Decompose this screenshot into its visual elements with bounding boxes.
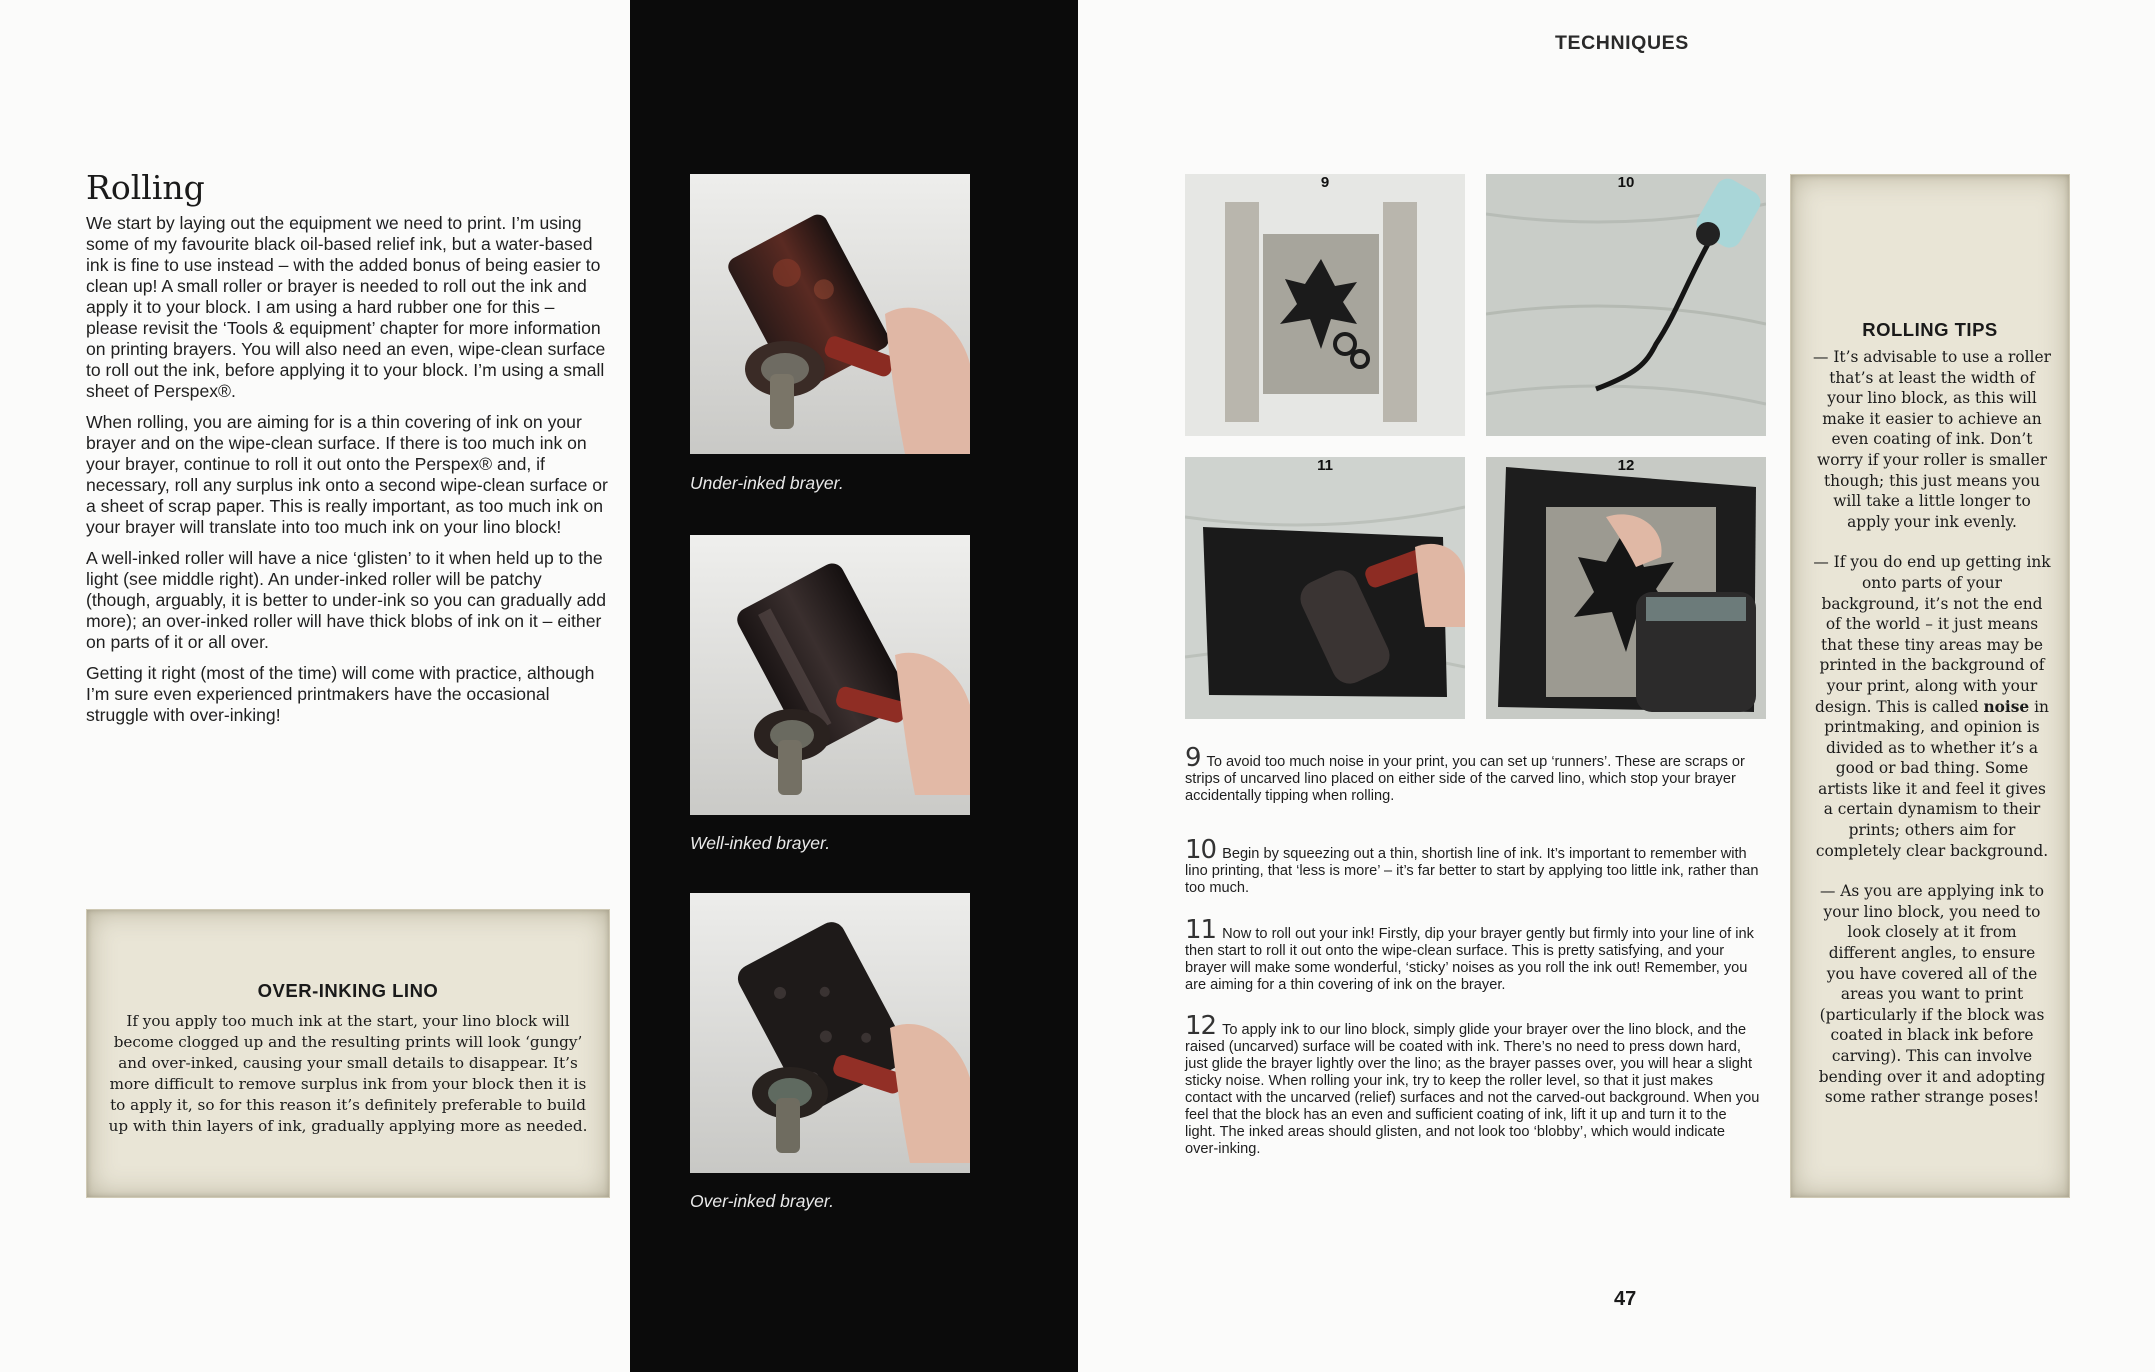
step-number: 9 <box>1185 743 1201 773</box>
step-photo-11 <box>1185 457 1465 719</box>
tips-list <box>1813 347 2051 1128</box>
section-heading: Rolling <box>86 168 205 207</box>
step-11 <box>1185 915 1760 994</box>
paragraph: When rolling, you are aiming for is a thin covering of ink on your brayer and on the wipe-clean surface. If there is too much ink on your brayer, continue to roll it out onto the Perspex® and, if necessary, roll any surplus ink onto a second wipe-clean surface or a sheet of scrap paper. This is really important, as too much ink on your brayer will translate into too much ink on your lino block! <box>86 412 608 537</box>
photo-label: 10 <box>1617 174 1635 191</box>
page-number: 47 <box>1614 1288 1637 1310</box>
over-inking-box <box>86 909 610 1198</box>
step-10 <box>1185 835 1760 897</box>
step-12 <box>1185 1011 1760 1158</box>
step-photo-9 <box>1185 174 1465 436</box>
step-number: 10 <box>1185 835 1217 865</box>
box-title: ROLLING TIPS <box>1862 319 1998 340</box>
over-inked-brayer-photo <box>690 893 970 1173</box>
step-photo-12 <box>1486 457 1766 719</box>
caption-under-inked: Under-inked brayer. <box>690 473 844 493</box>
tip-item: — It’s advisable to use a roller that’s at least the width of your lino block, as this will make it easier to achieve an even coating of ink. Don’t worry if your roller is smaller though; this just means you will take a little longer to apply your ink evenly. <box>1813 348 2051 531</box>
photo-label: 9 <box>1320 174 1330 191</box>
paragraph: We start by laying out the equipment we need to print. I’m using some of my favourite black oil-based relief ink, but a water-based ink is fine to use instead – with the added bonus of being easier to clean up! A small roller or brayer is needed to roll out the ink and apply it to your block. I am using a hard rubber one for this – please revisit the ‘Tools & equipment’ chapter for more information on printing brayers. You will also need an even, wipe-clean surface to roll out the ink, before applying it to your block. I’m using a small sheet of Perspex®. <box>86 213 606 401</box>
paragraph: Getting it right (most of the time) will come with practice, although I’m sure even experienced printmakers have the occasional struggle with over-inking! <box>86 663 595 725</box>
step-text: Now to roll out your ink! Firstly, dip your brayer gently but firmly into your line of ink then start to roll it out onto the wipe-clean surface. This is pretty satisfying, and your brayer will make some wonderful, ‘sticky’ noises as you roll the ink out! Remember, you are aiming for a thin covering of ink on the brayer. <box>1185 926 1754 993</box>
step-number: 11 <box>1185 915 1217 945</box>
tip-item: — As you are applying ink to your lino block, you need to look closely at it from different angles, to ensure you have covered all of the areas you want to print (particularly if the block was coated in black ink before carving). This can involve bending over it and adopting some rather strange poses! <box>1818 882 2046 1107</box>
paragraph: A well-inked roller will have a nice ‘glisten’ to it when held up to the light (see middle right). An under-inked roller will be patchy (though, arguably, it is better to under-ink so you can gradually add more); an over-inked roller will have thick blobs of ink on it – either on parts of it or all over. <box>86 548 606 652</box>
running-header: TECHNIQUES <box>1555 32 1689 54</box>
bold-term: noise <box>1983 697 2030 716</box>
dash: — <box>1813 348 1834 366</box>
step-text: Begin by squeezing out a thin, shortish line of ink. It’s important to remember with lino printing, that ‘less is more’ – it’s far better to start by applying too little ink, rather than too much. <box>1185 846 1759 896</box>
rolling-tips-box <box>1790 174 2070 1198</box>
box-body: If you apply too much ink at the start, your lino block will become clogged up and the resulting prints will look ‘gungy’ and over-inked, causing your small details to disappear. It’s more difficult to remove surplus ink from your block then it is to apply it, so for this reason it’s definitely preferable to build up with thin layers of ink, gradually applying more as needed. <box>108 1012 588 1135</box>
step-photo-10 <box>1486 174 1766 436</box>
step-number: 12 <box>1185 1011 1217 1041</box>
box-title: OVER-INKING LINO <box>257 980 439 1001</box>
caption-over-inked: Over-inked brayer. <box>690 1191 834 1211</box>
caption-well-inked: Well-inked brayer. <box>690 833 831 853</box>
under-inked-brayer-photo <box>690 174 970 454</box>
step-9 <box>1185 743 1760 805</box>
dash: — <box>1819 882 1841 901</box>
tip-item: — If you do end up getting ink onto parts of your background, it’s not the end of the world – it just means that these tiny areas may be printed in the background of your print, along with your design. This is called noise in printmaking, and opinion is divided as to whether it’s a good or bad thing. Some artists like it and feel it gives a certain dynamism to their prints; others aim for completely clear background. <box>1813 553 2051 860</box>
well-inked-brayer-photo <box>690 535 970 815</box>
step-text: To avoid too much noise in your print, you can set up ‘runners’. These are scraps or strips of uncarved lino placed on either side of the carved lino, which stop your brayer accidentally tipping when rolling. <box>1185 754 1745 804</box>
body-text <box>86 213 611 736</box>
photo-label: 12 <box>1617 457 1635 474</box>
dash: — <box>1813 553 1834 572</box>
step-text: To apply ink to our lino block, simply glide your brayer over the lino block, and the raised (uncarved) surface will be coated with ink. There’s no need to press down hard, just glide the brayer lightly over the lino; as the brayer passes over, you will hear a slight sticky noise. When rolling your ink, try to keep the roller level, so that it just makes contact with the uncarved (relief) surfaces and not the carved-out background. When you feel that the block has an even and sufficient coating of ink, lift it up and turn it to the light. The inked areas should glisten, and not look too ‘blobby’, which would indicate over-inking. <box>1185 1022 1760 1157</box>
photo-label: 11 <box>1317 457 1333 474</box>
